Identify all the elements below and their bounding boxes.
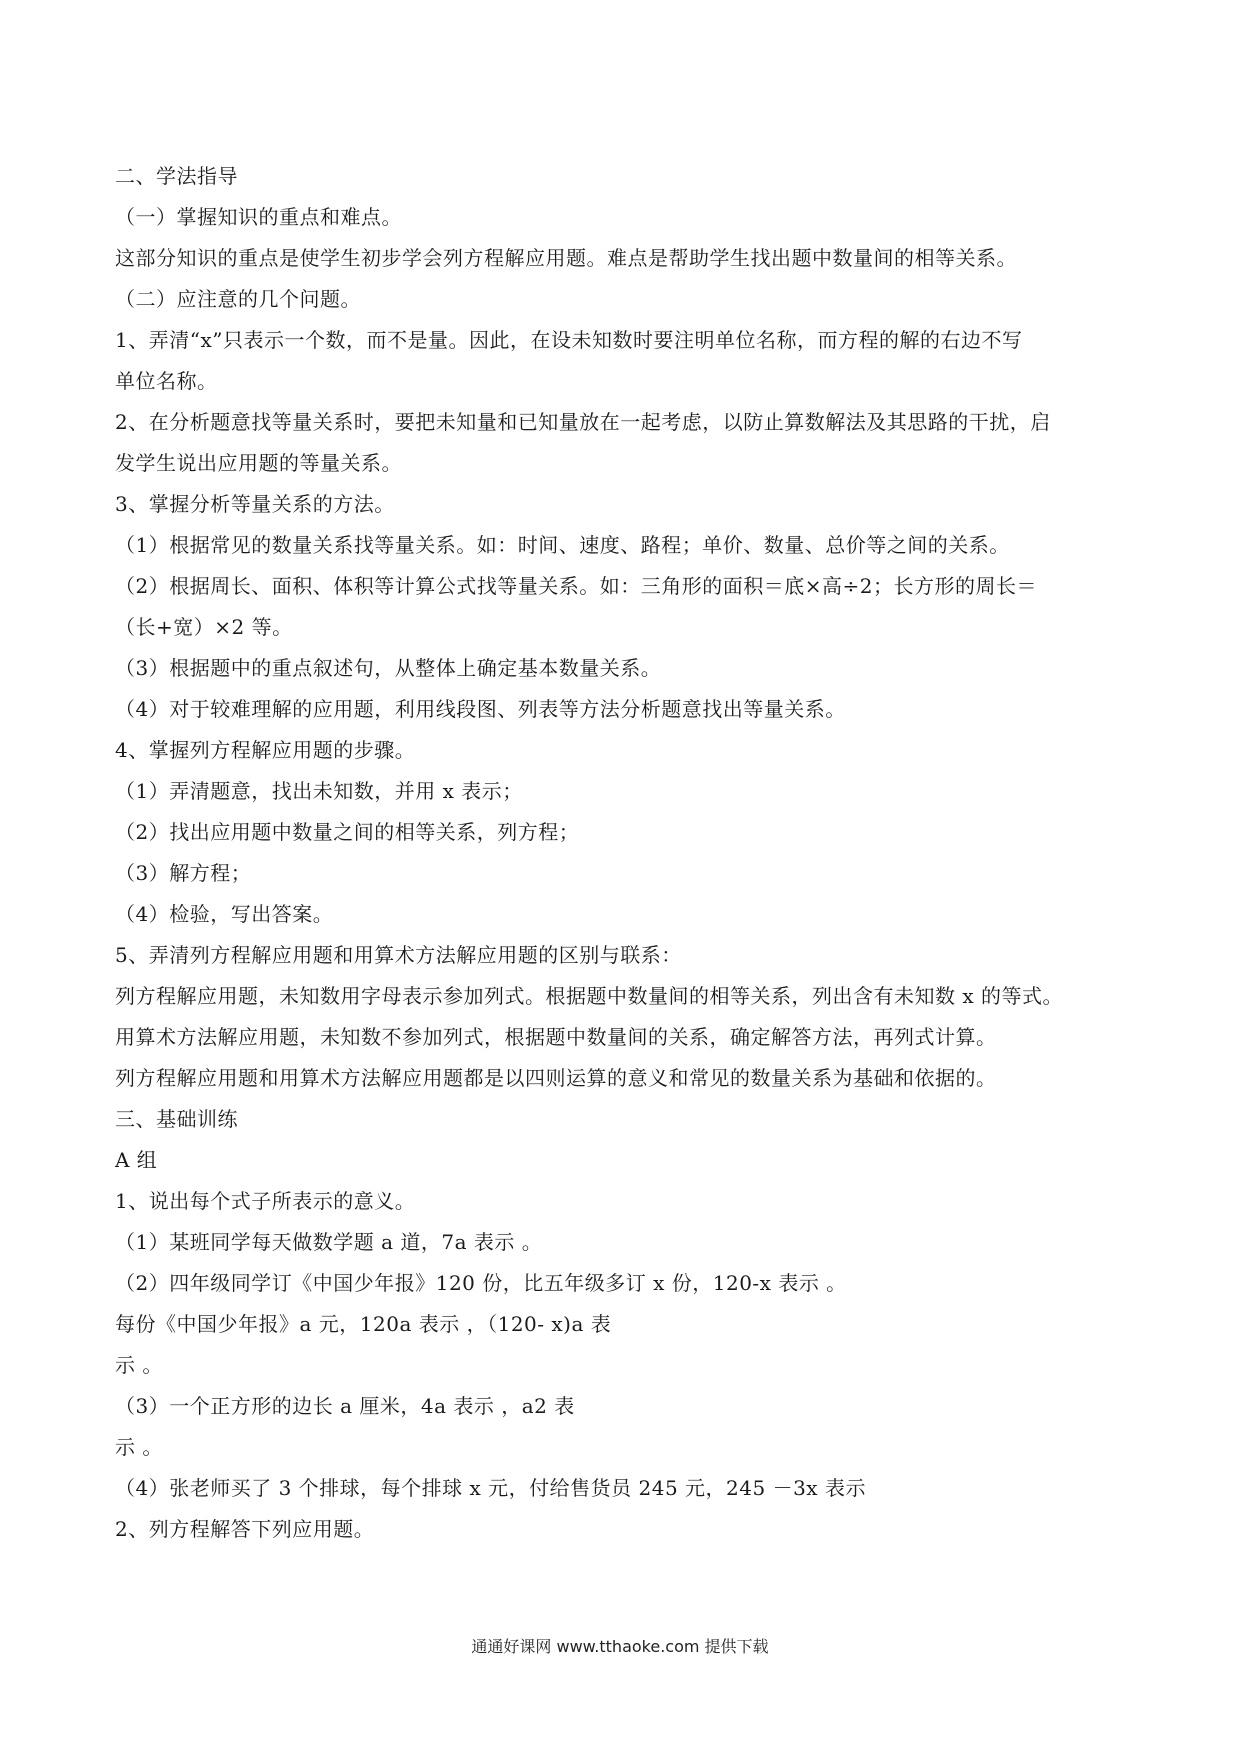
paragraph-line: （1）根据常见的数量关系找等量关系。如：时间、速度、路程；单价、数量、总价等之间的关系。: [115, 533, 1010, 557]
paragraph-line: （4）对于较难理解的应用题，利用线段图、列表等方法分析题意找出等量关系。: [115, 697, 846, 721]
paragraph-line: 列方程解应用题和用算术方法解应用题都是以四则运算的意义和常见的数量关系为基础和依据的。: [115, 1066, 997, 1090]
paragraph-line: 单位名称。: [115, 369, 218, 393]
group-heading: A 组: [115, 1148, 158, 1172]
paragraph-line: 用算术方法解应用题，未知数不参加列式，根据题中数量间的关系，确定解答方法，再列式计算。: [115, 1025, 997, 1049]
subheading-2: （二）应注意的几个问题。: [115, 287, 361, 311]
question-line: 每份《中国少年报》a 元，120a 表示 ，（120- x)a 表: [115, 1312, 612, 1336]
section-heading-3: 三、基础训练: [115, 1107, 238, 1131]
question-line: （4）张老师买了 3 个排球，每个排球 x 元，付给售货员 245 元，245 －3x 表示: [115, 1476, 866, 1500]
question-line: 示 。: [115, 1353, 163, 1377]
paragraph-line: （2）找出应用题中数量之间的相等关系，列方程；: [115, 820, 580, 844]
paragraph-line: （4）检验，写出答案。: [115, 902, 334, 926]
page-footer: 通通好课网 www.tthaoke.com 提供下载: [471, 1637, 769, 1656]
paragraph-line: 3、掌握分析等量关系的方法。: [115, 492, 395, 516]
question-line: 示 。: [115, 1435, 163, 1459]
paragraph-line: 1、弄清“x”只表示一个数，而不是量。因此，在设未知数时要注明单位名称，而方程的解的右边不写: [115, 328, 1023, 352]
question-line: （3）一个正方形的边长 a 厘米，4a 表示 ，a2 表: [115, 1394, 575, 1418]
subheading-1: （一）掌握知识的重点和难点。: [115, 205, 402, 229]
paragraph-line: （2）根据周长、面积、体积等计算公式找等量关系。如：三角形的面积＝底×高÷2；长方形的周长＝: [115, 574, 1037, 598]
paragraph-line: （3）解方程；: [115, 861, 252, 885]
question-line: （1）某班同学每天做数学题 a 道，7a 表示 。: [115, 1230, 543, 1254]
paragraph-line: 列方程解应用题，未知数用字母表示参加列式。根据题中数量间的相等关系，列出含有未知数 x 的等式。: [115, 984, 1063, 1008]
section-heading-2: 二、学法指导: [115, 164, 238, 188]
paragraph-line: （1）弄清题意，找出未知数，并用 x 表示；: [115, 779, 523, 803]
paragraph-line: （长+宽）×2 等。: [115, 615, 293, 639]
paragraph-line: 这部分知识的重点是使学生初步学会列方程解应用题。难点是帮助学生找出题中数量间的相等关系。: [115, 246, 1017, 270]
paragraph-line: 5、弄清列方程解应用题和用算术方法解应用题的区别与联系：: [115, 943, 682, 967]
paragraph-line: 4、掌握列方程解应用题的步骤。: [115, 738, 416, 762]
paragraph-line: 发学生说出应用题的等量关系。: [115, 451, 402, 475]
question-2: 2、列方程解答下列应用题。: [115, 1517, 375, 1541]
question-1: 1、说出每个式子所表示的意义。: [115, 1189, 416, 1213]
question-line: （2）四年级同学订《中国少年报》120 份，比五年级多订 x 份，120-x 表示 。: [115, 1271, 847, 1295]
paragraph-line: 2、在分析题意找等量关系时，要把未知量和已知量放在一起考虑，以防止算数解法及其思路的干扰，启: [115, 410, 1051, 434]
paragraph-line: （3）根据题中的重点叙述句，从整体上确定基本数量关系。: [115, 656, 662, 680]
